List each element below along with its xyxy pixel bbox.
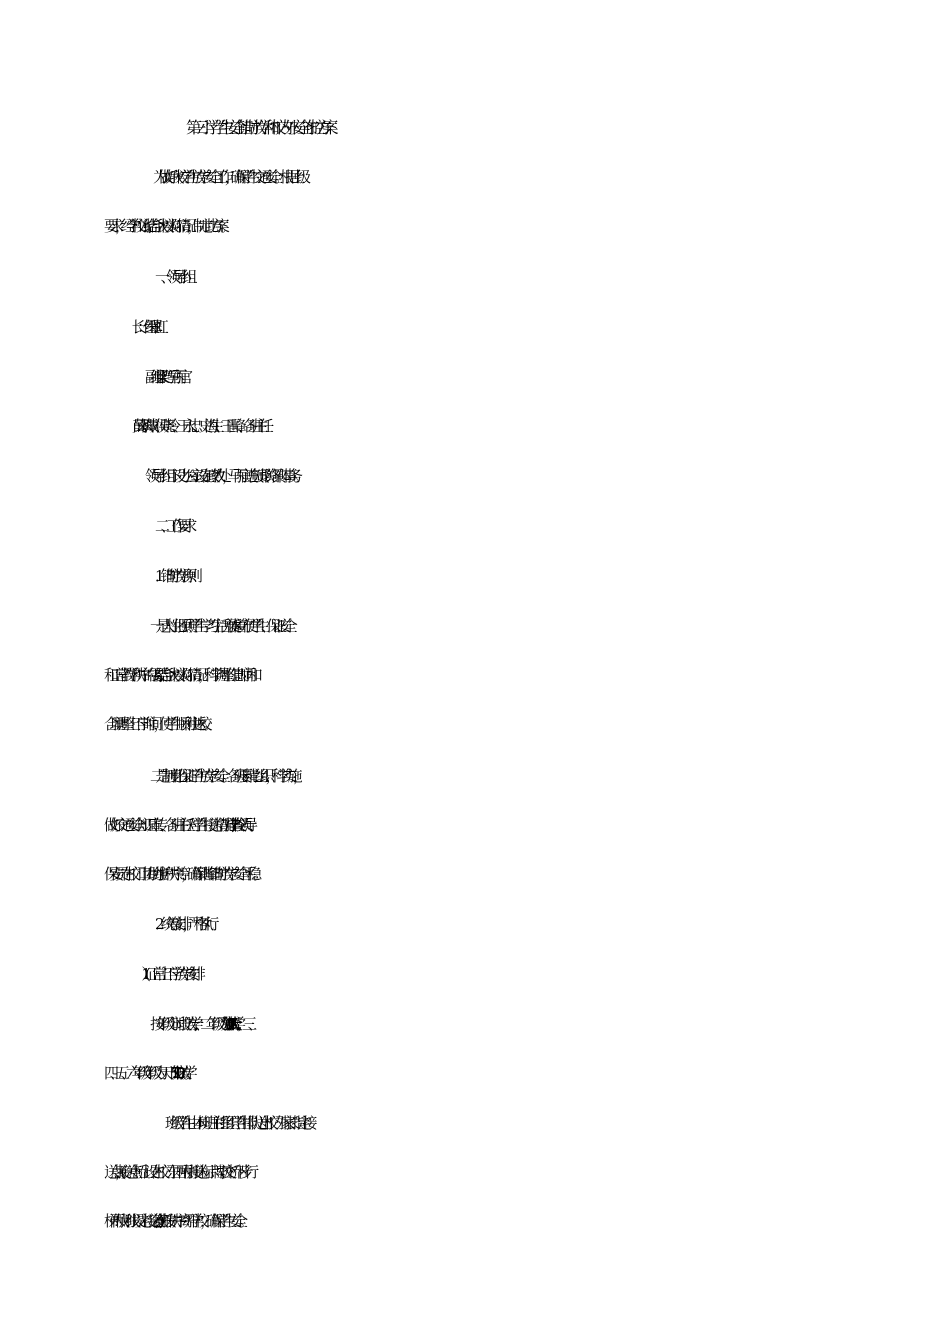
paragraph-4-line-3: 梯两侧划线设定接送点),各班按秩序离开学校，确保学生安全。 [104, 1212, 245, 1230]
paragraph-2-line-3: 保安员在校门口协助维护秩序等，确保错峰错时放学安全平稳。 [104, 865, 259, 883]
paragraph-3-line-1: 按年级分时段放学,一、二年级为每天 17 点 10 分放学；三、 [150, 1015, 254, 1033]
section-heading-leadership: 一、领导小组 [155, 268, 189, 286]
paragraph-4-line-2: 送点，(接送点桥上设在校门东西两侧接送标示牌下,立交桥下步行 [104, 1163, 250, 1181]
sub-heading-1: (1）正常上下学放学安排 [145, 965, 197, 983]
deputy-line: 副组长：马丙官 梁巧兰 [145, 368, 172, 386]
intro-line-2: 要求，经学校讨论,结合我校实际情况，制定此方案。 [104, 217, 226, 235]
paragraph-2-line-1: 二是制度化保证学生放学安全。各班要精心组织，科学实施， [150, 767, 299, 785]
item-heading-2: 2．统筹安排，严格执行 [155, 915, 211, 933]
section-heading-requirements: 二、工作要求 [155, 517, 189, 535]
paragraph-1-line-1: 一是人性化照顾学生学习生活方便.本着方便学生、保证安全 [150, 617, 289, 635]
paragraph-2-line-2: 做好交通安全知识宣传、各班主任对学生接送情况排查 ,学校领导、 [104, 816, 255, 834]
document-title: 第三小学学生安全错时放学和校内外安全布控方案 [186, 118, 330, 137]
paragraph-1-line-3: 合理调整上下学时间，使学生顺利往返校。 [104, 715, 209, 733]
paragraph-3-line-2: 四、五、六年级年级为天下午 17：20 分放学 。 [104, 1064, 189, 1082]
intro-line-1: 为做好我校学生放学安全工作，确保学生交通安全。根据上级 [153, 168, 302, 186]
office-line: 领导小组下设办公室设在政教处，马丙官进负责联络具体事务。 [145, 467, 300, 485]
paragraph-1-line-2: 和正常教学秩序的需要,结合我校实际情况，科学调整作息时间和 [104, 666, 254, 684]
leader-line: 组 长：任翠虹 [145, 318, 160, 336]
item-heading-1: 1．错时放学原则 [155, 567, 194, 585]
members-line: 成 员:薛翠萍、侯晓玲、王永忠、史海生、王晋峰、各班主任 [145, 417, 265, 435]
paragraph-4-line-1: 班级学生由本班班主任组织学生排队送出校门外家长指定接 [165, 1114, 309, 1132]
